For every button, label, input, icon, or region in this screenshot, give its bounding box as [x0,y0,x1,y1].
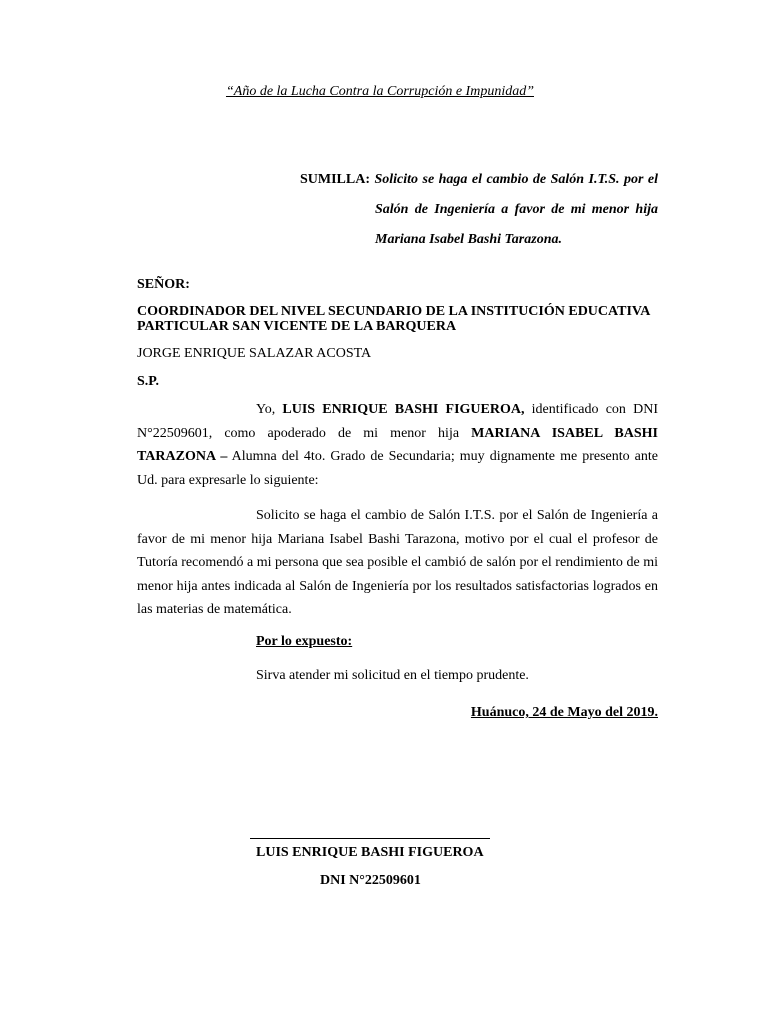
intro-paragraph [137,398,658,492]
sumilla-label: SUMILLA: [300,172,371,187]
intro-text-1: identificado con DNI N°22509601, como apoderado de mi menor hija [137,402,658,441]
intro-name: LUIS ENRIQUE BASHI FIGUEROA, [282,402,525,417]
salutation: SEÑOR: [137,277,190,292]
year-motto: “Año de la Lucha Contra la Corrupción e Impunidad” [225,84,534,99]
place-date: Huánuco, 24 de Mayo del 2019. [470,705,658,720]
addressee-name: JORGE ENRIQUE SALAZAR ACOSTA [137,346,372,361]
intro-text-2: Alumna del 4to. Grado de Secundaria; muy dignamente me presento ante Ud. para expresarle lo siguiente: [137,449,659,488]
sumilla-line-3: Mariana Isabel Bashi Tarazona. [375,232,562,247]
sp-abbrev: S.P. [137,374,160,389]
sumilla-line-1 [300,172,658,188]
intro-child: MARIANA ISABEL BASHI TARAZONA – [137,425,658,464]
sumilla-line-2: Salón de Ingeniería a favor de mi menor hija [375,202,658,217]
sumilla-text-1: Solicito se haga el cambio de Salón I.T.S. por el [374,172,658,187]
body-paragraph: Solicito se haga el cambio de Salón I.T.S. por el Salón de Ingeniería a favor de mi menor hija Mariana Isabel Bashi Tarazona, motivo por el cual el profesor de Tutoría recomendó a mi persona que sea posible el cambió de salón por el rendimiento de mi menor hija antes indicada al Salón de Ingeniería por los resultados satisfactorias logrados en las materias de matemática. [137,508,658,617]
por-lo-expuesto: Por lo expuesto: [256,634,353,649]
addressee: COORDINADOR DEL NIVEL SECUNDARIO DE LA INSTITUCIÓN EDUCATIVA PARTICULAR SAN VICENTE DE LA BARQUERA [137,304,650,334]
signature-line [250,838,490,839]
signature-name: LUIS ENRIQUE BASHI FIGUEROA [256,845,484,860]
signature-dni: DNI N°22509601 [320,873,421,888]
intro-yo: Yo, [256,402,283,417]
closing-request: Sirva atender mi solicitud en el tiempo prudente. [256,668,529,683]
